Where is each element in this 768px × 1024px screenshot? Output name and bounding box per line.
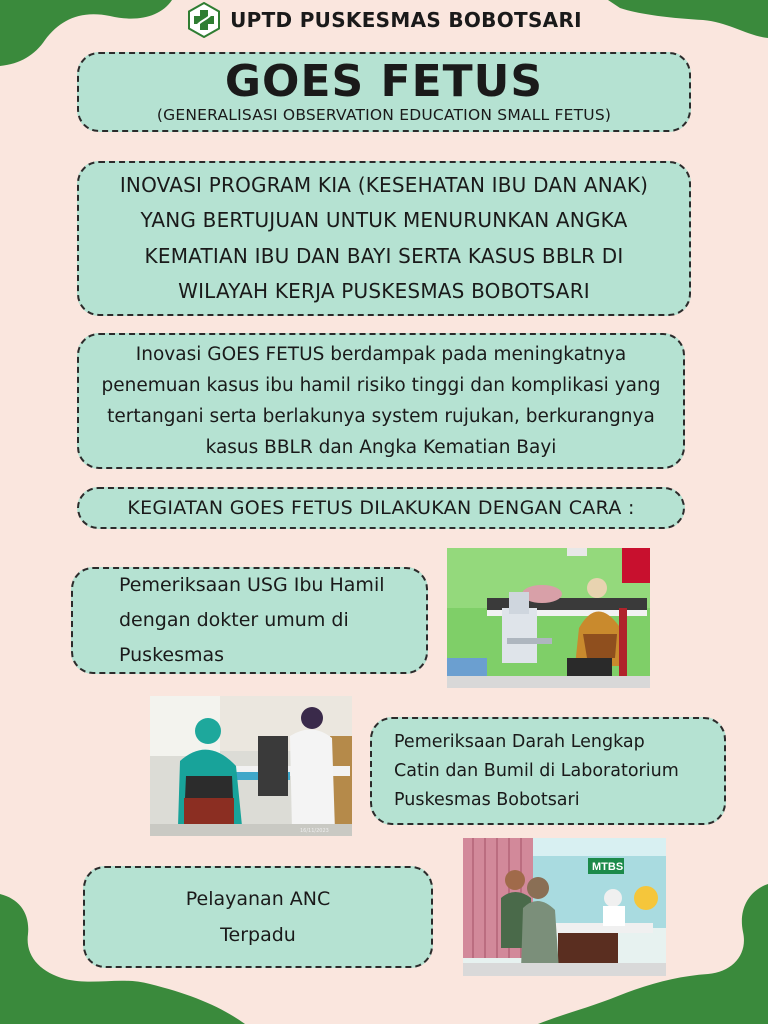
impact-line: kasus BBLR dan Angka Kematian Bayi: [205, 437, 557, 458]
mtbs-sign: MTBS: [592, 861, 624, 873]
activity-line: Pelayanan ANC: [185, 888, 331, 910]
title-box: [77, 52, 691, 132]
method-heading-box: [77, 487, 685, 529]
activity-line: Puskesmas: [119, 644, 225, 666]
laboratory-blood-test-photo: [150, 696, 352, 836]
activity-usg-box: [71, 567, 428, 674]
puskesmas-logo-icon: [186, 2, 222, 38]
method-heading: KEGIATAN GOES FETUS DILAKUKAN DENGAN CARA :: [127, 497, 635, 519]
intro-line: YANG BERTUJUAN UNTUK MENURUNKAN ANGKA: [140, 208, 628, 232]
impact-line: tertangani serta berlakunya system rujukan, berkurangnya: [107, 406, 655, 427]
impact-line: Inovasi GOES FETUS berdampak pada meningkatnya: [135, 344, 627, 365]
ultrasound-examination-photo: [447, 548, 650, 688]
intro-box: [77, 161, 691, 316]
impact-box: [77, 333, 685, 469]
activity-line: Catin dan Bumil di Laboratorium: [394, 760, 679, 781]
program-subtitle: (GENERALISASI OBSERVATION EDUCATION SMALL FETUS): [156, 106, 612, 124]
activity-line: Puskesmas Bobotsari: [394, 789, 580, 810]
activity-line: Pemeriksaan Darah Lengkap: [394, 731, 645, 752]
program-title: GOES FETUS: [224, 56, 544, 107]
activity-line: Pemeriksaan USG Ibu Hamil: [119, 574, 385, 596]
activity-line: Terpadu: [220, 924, 296, 946]
impact-line: penemuan kasus ibu hamil risiko tinggi dan komplikasi yang: [101, 375, 661, 396]
header: [0, 0, 768, 40]
photo-date-stamp: 16/11/2023: [300, 828, 329, 834]
activity-lab-box: [370, 717, 726, 825]
intro-line: KEMATIAN IBU DAN BAYI SERTA KASUS BBLR DI: [144, 243, 624, 268]
intro-line: INOVASI PROGRAM KIA (KESEHATAN IBU DAN ANAK): [119, 172, 649, 197]
activity-line: dengan dokter umum di: [119, 609, 349, 631]
anc-service-photo: [463, 838, 666, 976]
activity-anc-box: [83, 866, 433, 968]
organization-name: UPTD PUSKESMAS BOBOTSARI: [230, 8, 582, 32]
intro-line: WILAYAH KERJA PUSKESMAS BOBOTSARI: [178, 279, 590, 303]
